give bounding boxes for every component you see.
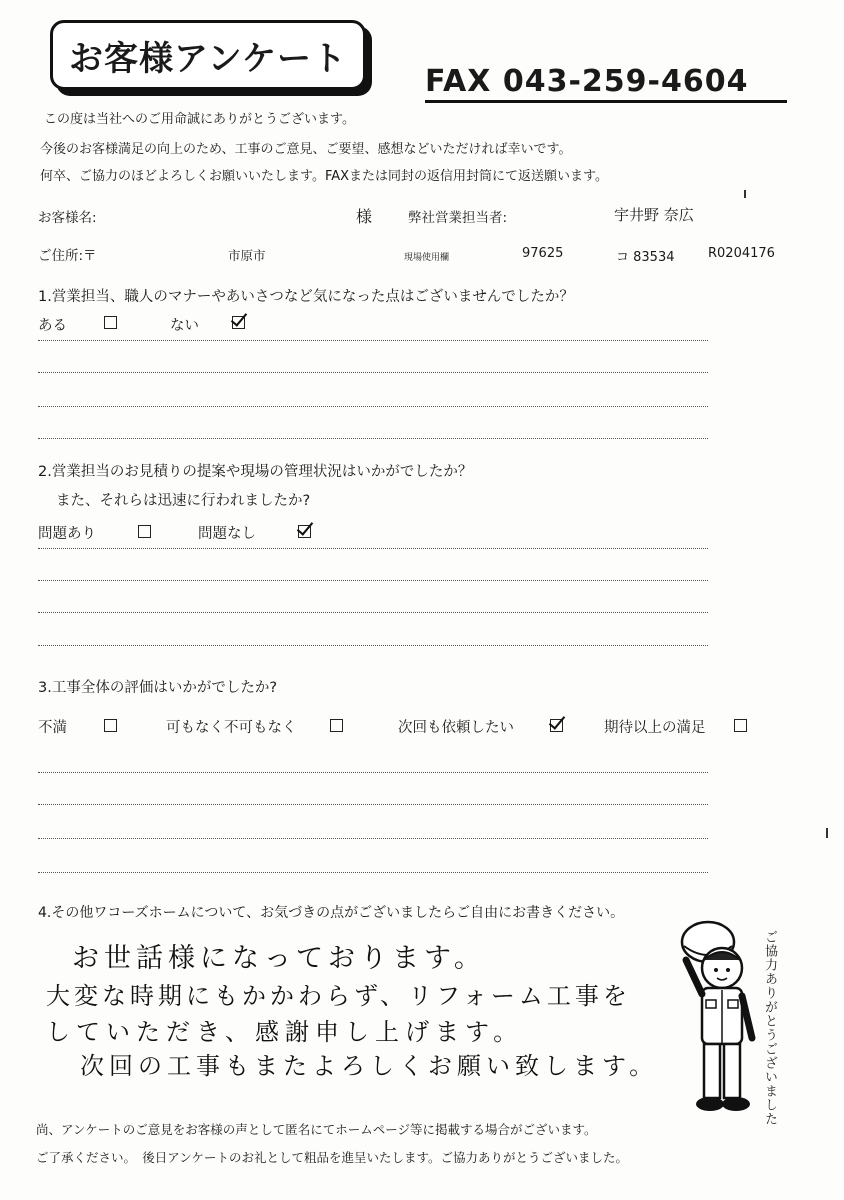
- q1-answer-line: [38, 372, 708, 373]
- intro-line-2: 今後のお客様満足の向上のため、工事のご意見、ご要望、感想などいただければ幸いです。: [40, 142, 572, 157]
- q2-answer-line: [38, 580, 708, 581]
- code-3: R0204176: [708, 246, 775, 261]
- fax-underline: [425, 100, 787, 103]
- footer-line-1: 尚、アンケートのご意見をお客様の声として匿名にてホームページ等に掲載する場合がございます。: [36, 1122, 597, 1137]
- q3-answer-line: [38, 838, 708, 839]
- q3-answer-line: [38, 872, 708, 873]
- q2-option-yes: 問題あり: [38, 526, 96, 542]
- mascot-worker-illustration: [670, 920, 770, 1120]
- honorific: 様: [356, 207, 373, 226]
- handwritten-line-1: お世話様になっております。: [72, 943, 486, 974]
- survey-title: お客様アンケート: [69, 38, 347, 79]
- intro-line-3: 何卒、ご協力のほどよろしくお願いいたします。FAXまたは同封の返信用封筒にて返送願います。: [40, 169, 609, 184]
- staff-label: 弊社営業担当者:: [408, 210, 508, 226]
- q3-option-1: 不満: [38, 720, 67, 736]
- q3-answer-line: [38, 772, 708, 773]
- q1-checkbox-yes[interactable]: [104, 316, 117, 329]
- address-city: 市原市: [228, 248, 266, 263]
- q2-answer-line: [38, 612, 708, 613]
- q4-question: 4.その他ワコーズホームについて、お気づきの点がございましたらご自由にお書きください。: [38, 905, 625, 921]
- q3-option-3: 次回も依頼したい: [398, 720, 514, 736]
- q2-option-no: 問題なし: [198, 526, 256, 542]
- q1-answer-line: [38, 340, 708, 341]
- handwritten-line-3: していただき、感謝申し上げます。: [46, 1018, 524, 1046]
- survey-title-box: [50, 20, 366, 90]
- q3-checkbox-1[interactable]: [104, 719, 117, 732]
- q1-checkbox-no[interactable]: [232, 316, 245, 329]
- handwritten-line-4: 次回の工事もまたよろしくお願い致します。: [80, 1052, 659, 1080]
- q2-checkbox-yes[interactable]: [138, 525, 151, 538]
- scan-mark: [744, 190, 746, 198]
- scan-mark: [826, 828, 828, 838]
- handwritten-line-2: 大変な時期にもかかわらず、リフォーム工事を: [46, 982, 631, 1010]
- staff-name: 宇井野 奈広: [614, 206, 694, 224]
- fax-number: FAX 043-259-4604: [425, 64, 749, 99]
- q3-checkbox-3[interactable]: [550, 719, 563, 732]
- q1-question: 1.営業担当、職人のマナーやあいさつなど気になった点はございませんでしたか？: [38, 289, 574, 305]
- q2-question-line-2: また、それらは迅速に行われましたか?: [56, 493, 311, 509]
- mascot-thank-you-text: ご協力ありがとうございました: [762, 930, 777, 1126]
- address-label: ご住所:〒: [38, 248, 97, 264]
- code-1: 97625: [522, 246, 564, 261]
- office-use-label: 現場使用欄: [404, 253, 450, 263]
- q3-question: 3.工事全体の評価はいかがでしたか?: [38, 680, 278, 696]
- q3-option-2: 可もなく不可もなく: [166, 720, 297, 736]
- footer-line-2: ご了承ください。 後日アンケートのお礼として粗品を進呈いたします。ご協力ありがとうございました。: [36, 1150, 629, 1165]
- code-2: コ 83534: [616, 250, 675, 265]
- q1-option-no: ない: [170, 318, 199, 334]
- q1-option-yes: ある: [38, 318, 67, 334]
- q3-option-4: 期待以上の満足: [604, 720, 706, 736]
- customer-name-label: お客様名:: [38, 210, 97, 226]
- q1-answer-line: [38, 438, 708, 439]
- q3-answer-line: [38, 804, 708, 805]
- q2-answer-line: [38, 548, 708, 549]
- q3-checkbox-4[interactable]: [734, 719, 747, 732]
- q1-answer-line: [38, 406, 708, 407]
- q3-checkbox-2[interactable]: [330, 719, 343, 732]
- q2-answer-line: [38, 645, 708, 646]
- q2-checkbox-no[interactable]: [298, 525, 311, 538]
- q2-question: 2.営業担当のお見積りの提案や現場の管理状況はいかがでしたか？: [38, 464, 473, 480]
- intro-line-1: この度は当社へのご用命誠にありがとうございます。: [44, 112, 355, 127]
